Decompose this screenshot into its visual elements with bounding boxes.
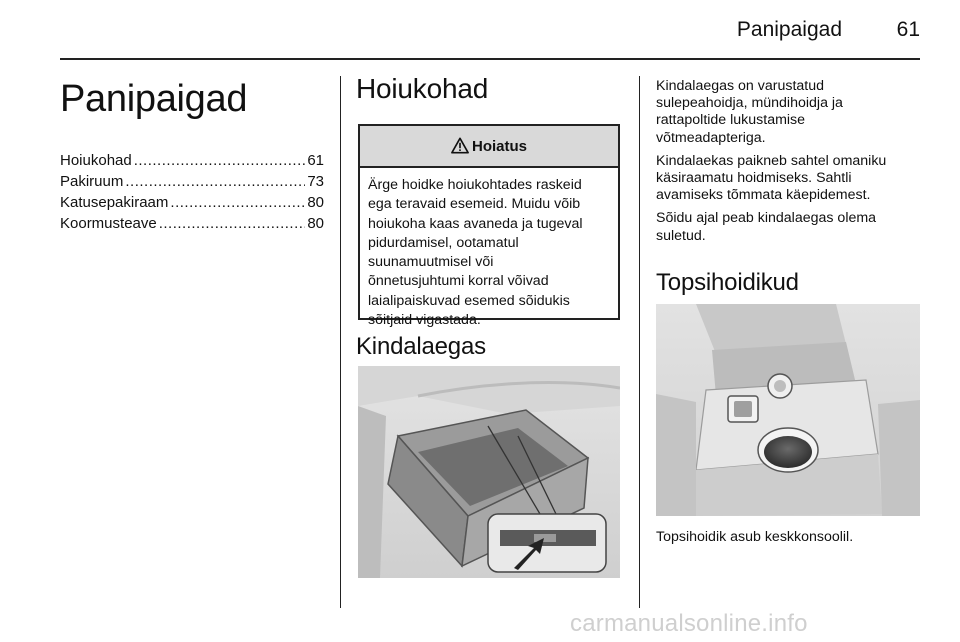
toc-entry-pakiruum[interactable]: [60, 171, 324, 192]
cupholder-caption: Topsihoidik asub keskkonsoolil.: [656, 529, 854, 545]
watermark: carmanualsonline.info: [570, 610, 808, 637]
toc-leader: [159, 213, 306, 234]
warning-line: suunamuutmisel või: [368, 254, 494, 271]
chapter-title: Panipaigad: [60, 78, 248, 120]
running-header-title: Panipaigad: [736, 18, 842, 41]
section-title-kindalaegas: Kindalaegas: [356, 333, 486, 360]
warning-label: Hoiatus: [471, 137, 527, 155]
text-line: käsiraamatu hoidmiseks. Sahtli: [656, 170, 852, 187]
text-line: Kindalaegas on varustatud: [656, 78, 825, 94]
paragraph: [656, 210, 926, 244]
toc-entry-koormusteave[interactable]: [60, 213, 324, 234]
warning-line: sõitjaid vigastada.: [368, 312, 481, 329]
warning-line: pidurdamisel, ootamatul: [368, 234, 519, 251]
cupholder-illustration: [656, 304, 920, 516]
table-of-contents: [60, 150, 324, 234]
warning-line: Ärge hoidke hoiukohtades raskeid: [368, 177, 582, 193]
warning-line: laialipaiskuvad esemed sõidukis: [368, 292, 570, 309]
text-line: Kindalaekas paikneb sahtel omaniku: [656, 152, 887, 169]
toc-label: Koormusteave: [60, 215, 157, 232]
text-line: võtmeadapteriga.: [656, 129, 766, 146]
toc-label: Hoiukohad: [60, 152, 132, 169]
toc-page: 80: [307, 194, 324, 211]
text-line: suletud.: [656, 227, 706, 244]
column-divider-left: [340, 76, 341, 608]
text-line: sulepeahoidja, mündihoidja ja: [656, 95, 843, 112]
warning-header: [360, 126, 618, 168]
warning-line: ega teravaid esemeid. Muidu võib: [368, 196, 581, 213]
toc-label: Pakiruum: [60, 173, 124, 190]
section-title-hoiukohad: Hoiukohad: [356, 73, 489, 104]
text-line: avamiseks tõmmata käepidemest.: [656, 187, 871, 204]
kindalaegas-body: [656, 78, 926, 251]
page-number: 61: [896, 18, 920, 41]
toc-leader: [125, 171, 305, 192]
warning-line: õnnetusjuhtumi korral võivad: [368, 273, 549, 290]
warning-box: [358, 124, 620, 329]
toc-entry-katusepakiraam[interactable]: [60, 192, 324, 213]
text-line: rattapoltide lukustamise: [656, 112, 806, 129]
toc-page: 80: [307, 215, 324, 232]
toc-page: 73: [307, 173, 324, 190]
toc-page: 61: [307, 152, 324, 169]
warning-text: [360, 168, 618, 330]
toc-label: Katusepakiraam: [60, 194, 169, 211]
warning-line: hoiukoha kaas avaneda ja tugeval: [368, 215, 583, 232]
glovebox-illustration: [358, 366, 620, 578]
paragraph: [656, 78, 926, 147]
section-title-topsihoidikud: Topsihoidikud: [656, 269, 799, 296]
column-divider-right: [639, 76, 640, 608]
toc-entry-hoiukohad[interactable]: [60, 150, 324, 171]
warning-triangle-icon: [451, 137, 469, 154]
header-rule: [60, 58, 920, 60]
toc-leader: [134, 150, 306, 171]
paragraph: [656, 153, 926, 205]
toc-leader: [170, 192, 305, 213]
text-line: Sõidu ajal peab kindalaegas olema: [656, 210, 877, 227]
